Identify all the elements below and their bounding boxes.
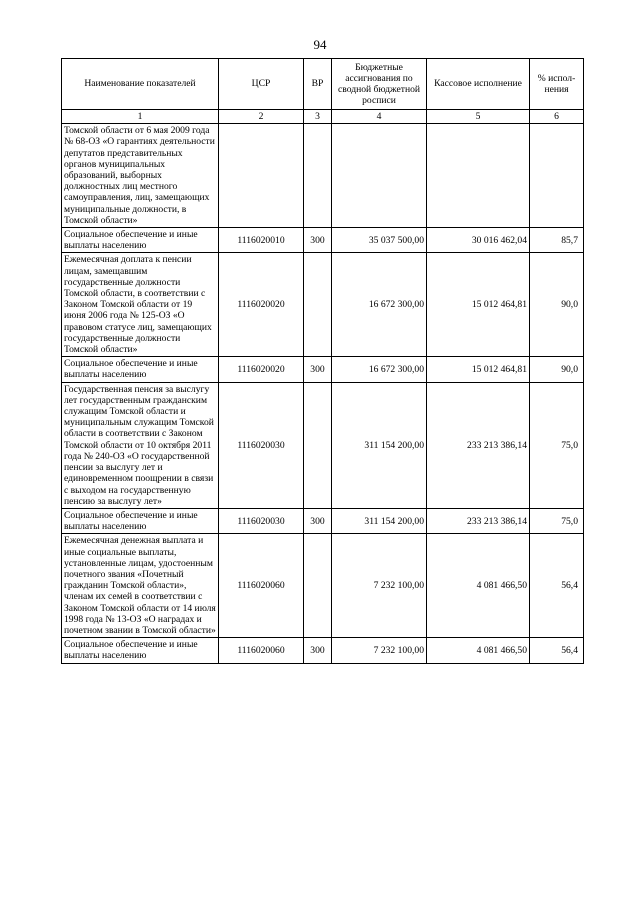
row-pct: 75,0 <box>530 508 584 533</box>
row-pct <box>530 124 584 228</box>
table-row <box>62 253 584 357</box>
row-budget: 16 672 300,00 <box>332 253 427 357</box>
table-row <box>62 382 584 508</box>
row-pct: 75,0 <box>530 382 584 508</box>
row-pct: 56,4 <box>530 534 584 638</box>
row-csr: 1116020010 <box>219 228 304 253</box>
row-csr: 1116020030 <box>219 508 304 533</box>
row-csr <box>219 124 304 228</box>
row-budget: 311 154 200,00 <box>332 382 427 508</box>
row-name: Социальное обеспечение и иные выплаты населению <box>62 638 219 663</box>
table-row <box>62 228 584 253</box>
row-cash: 4 081 466,50 <box>427 638 530 663</box>
row-vr: 300 <box>304 508 332 533</box>
row-budget <box>332 124 427 228</box>
row-vr <box>304 382 332 508</box>
row-budget: 7 232 100,00 <box>332 534 427 638</box>
header-pct: % испол- нения <box>530 59 584 110</box>
row-cash: 233 213 386,14 <box>427 508 530 533</box>
row-cash <box>427 124 530 228</box>
row-cash: 233 213 386,14 <box>427 382 530 508</box>
page-number: 94 <box>313 37 327 52</box>
row-pct: 90,0 <box>530 253 584 357</box>
row-cash: 15 012 464,81 <box>427 253 530 357</box>
row-vr: 300 <box>304 228 332 253</box>
row-name: Социальное обеспечение и иные выплаты населению <box>62 357 219 382</box>
header-name: Наименование показателей <box>62 59 219 110</box>
row-name: Государственная пенсия за выслугу лет государственным гражданским служащим Томской области и муниципальным служащим Томской области в соответствии с Законом Томской области от 10 октября 2011 года № 240-ОЗ «О государственной пенсии за выслугу лет и единовременном поощрении в связи с выходом на государственную пенсию за выслугу лет» <box>62 382 219 508</box>
row-vr: 300 <box>304 638 332 663</box>
header-budget: Бюджетные ассигнования по сводной бюджетной росписи <box>332 59 427 110</box>
row-csr: 1116020060 <box>219 534 304 638</box>
row-vr: 300 <box>304 357 332 382</box>
row-cash: 15 012 464,81 <box>427 357 530 382</box>
row-budget: 16 672 300,00 <box>332 357 427 382</box>
row-vr <box>304 253 332 357</box>
budget-table <box>61 58 584 664</box>
table-row <box>62 357 584 382</box>
column-number: 3 <box>304 110 332 124</box>
column-number: 6 <box>530 110 584 124</box>
column-number: 4 <box>332 110 427 124</box>
row-name: Ежемесячная доплата к пенсии лицам, замещавшим государственные должности Томской области, в соответствии с Законом Томской области от 19 июня 2006 года № 125-ОЗ «О правовом статусе лиц, замещающих государственные должности Томской области» <box>62 253 219 357</box>
table-row <box>62 534 584 638</box>
row-name: Томской области от 6 мая 2009 года № 68-ОЗ «О гарантиях деятельности депутатов представительных органов муниципальных образований, выборных должностных лиц местного самоуправления, лиц, замещающих муниципальные должности, в Томской области» <box>62 124 219 228</box>
row-vr <box>304 534 332 638</box>
row-name: Социальное обеспечение и иные выплаты населению <box>62 228 219 253</box>
row-pct: 90,0 <box>530 357 584 382</box>
column-number: 1 <box>62 110 219 124</box>
row-pct: 85,7 <box>530 228 584 253</box>
column-number: 2 <box>219 110 304 124</box>
row-name: Ежемесячная денежная выплата и иные социальные выплаты, установленные лицам, удостоенным почетного звания «Почетный гражданин Томской области», членам их семей в соответствии с Законом Томской области от 14 июля 1998 года № 13-ОЗ «О наградах и почетном звании в Томской области» <box>62 534 219 638</box>
row-csr: 1116020060 <box>219 638 304 663</box>
column-number-row <box>62 110 584 124</box>
header-cash: Кассовое исполнение <box>427 59 530 110</box>
table-row <box>62 638 584 663</box>
header-vr: ВР <box>304 59 332 110</box>
row-cash: 30 016 462,04 <box>427 228 530 253</box>
row-pct: 56,4 <box>530 638 584 663</box>
column-number: 5 <box>427 110 530 124</box>
row-name: Социальное обеспечение и иные выплаты населению <box>62 508 219 533</box>
row-csr: 1116020030 <box>219 382 304 508</box>
row-budget: 35 037 500,00 <box>332 228 427 253</box>
row-csr: 1116020020 <box>219 357 304 382</box>
table-row <box>62 508 584 533</box>
row-cash: 4 081 466,50 <box>427 534 530 638</box>
row-csr: 1116020020 <box>219 253 304 357</box>
row-vr <box>304 124 332 228</box>
row-budget: 7 232 100,00 <box>332 638 427 663</box>
row-budget: 311 154 200,00 <box>332 508 427 533</box>
table-row <box>62 124 584 228</box>
header-csr: ЦСР <box>219 59 304 110</box>
